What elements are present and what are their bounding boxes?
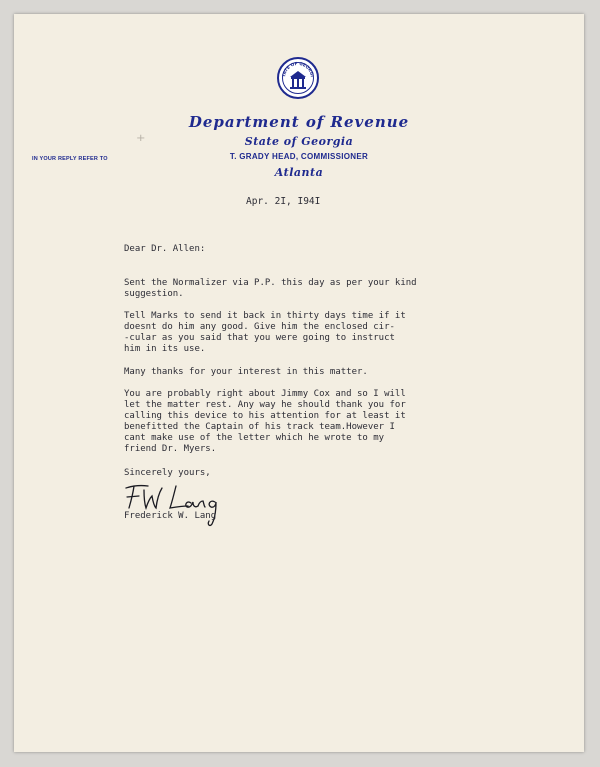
city-name: Atlanta xyxy=(274,166,324,179)
letter-date: Apr. 2I, I94I xyxy=(246,196,321,207)
pencil-mark-icon: ⁺ xyxy=(136,131,146,152)
closing: Sincerely yours, xyxy=(124,468,211,478)
reply-reference-label: IN YOUR REPLY REFER TO xyxy=(32,156,108,162)
salutation: Dear Dr. Allen: xyxy=(124,244,206,254)
paragraph-marks-instructions: Tell Marks to send it back in thirty days time if it doesnt do him any good. Give him the enclosed cir- -cular as you said that you were going to instruct him in its use. xyxy=(124,311,406,354)
department-title: Department of Revenue xyxy=(188,113,410,131)
paragraph-jimmy-cox: You are probably right about Jimmy Cox and so I will let the matter rest. Any way he should thank you for calling this device to his attention for at least it benefitted the Captain of his track team.However I cant make use of the letter which he wrote to my friend Dr. Myers. xyxy=(124,389,406,454)
seal-text: TATE OF GEORGI xyxy=(281,60,315,78)
letter-sheet xyxy=(14,14,584,752)
state-seal-icon xyxy=(277,57,319,99)
signer-name: Frederick W. Lang xyxy=(124,511,217,521)
commissioner-line: T. GRADY HEAD, COMMISSIONER xyxy=(229,152,369,161)
state-name: State of Georgia xyxy=(244,135,354,148)
paragraph-thanks: Many thanks for your interest in this matter. xyxy=(124,367,368,377)
paragraph-normalizer-sent: Sent the Normalizer via P.P. this day as per your kind suggestion. xyxy=(124,278,417,299)
